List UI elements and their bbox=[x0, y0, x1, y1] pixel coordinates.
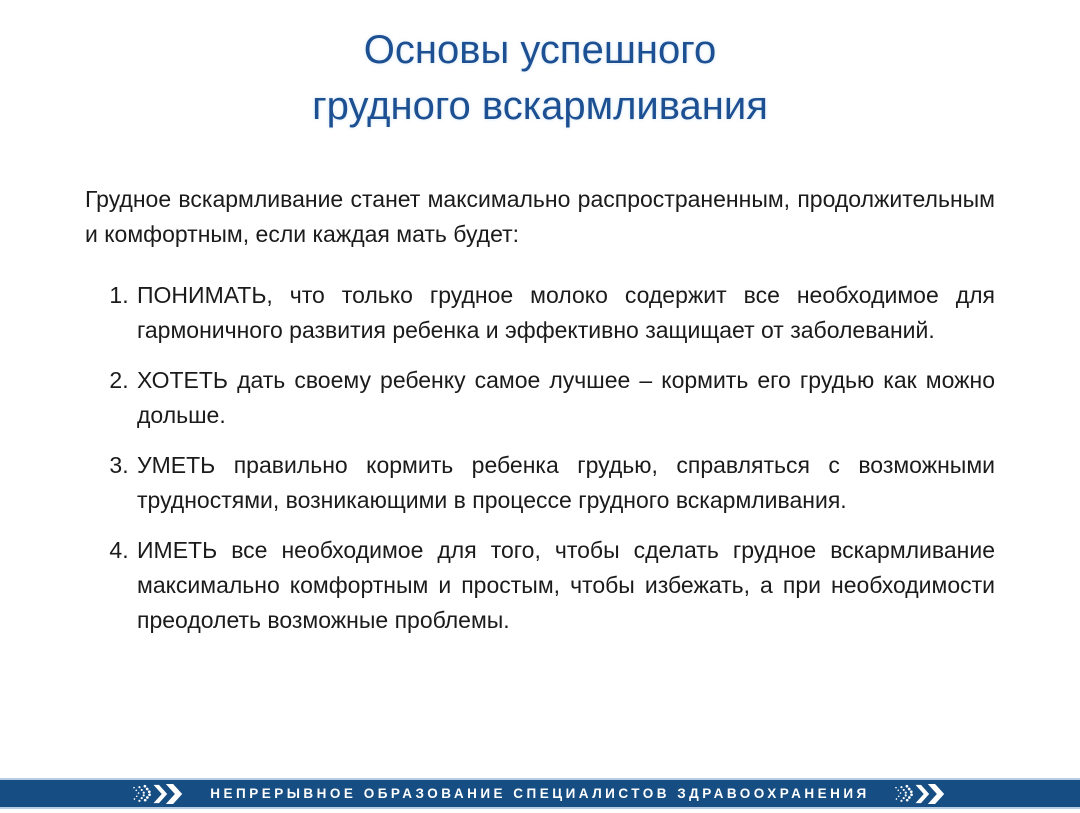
slide-title bbox=[0, 22, 1080, 134]
list-item-3: 3. УМЕТЬ правильно кормить ребенка грудью, справляться с возможными трудностями, возникающими в процессе грудного вскармливания. bbox=[135, 448, 995, 518]
chevrons-right-icon bbox=[892, 784, 950, 804]
slide-body bbox=[85, 182, 995, 638]
footer-text: НЕПРЕРЫВНОЕ ОБРАЗОВАНИЕ СПЕЦИАЛИСТОВ ЗДРАВООХРАНЕНИЯ bbox=[210, 786, 870, 801]
slide-title-line1: Основы успешного bbox=[363, 28, 717, 72]
list-item-1: 1. ПОНИМАТЬ, что только грудное молоко содержит все необходимое для гармоничного развития ребенка и эффективно защищает от заболеваний. bbox=[135, 278, 995, 348]
chevrons-left-icon bbox=[130, 784, 188, 804]
list-item-2: 2. ХОТЕТЬ дать своему ребенку самое лучшее – кормить его грудью как можно дольше. bbox=[135, 363, 995, 433]
numbered-list bbox=[85, 278, 995, 638]
slide-title-line2: грудного вскармливания bbox=[312, 84, 768, 128]
footer-banner bbox=[0, 778, 1080, 809]
list-item-4: 4. ИМЕТЬ все необходимое для того, чтобы сделать грудное вскармливание максимально комфортным и простым, чтобы избежать, а при необходимости преодолеть возможные проблемы. bbox=[135, 533, 995, 638]
intro-paragraph: Грудное вскармливание станет максимально распространенным, продолжительным и комфортным, если каждая мать будет: bbox=[85, 186, 995, 247]
